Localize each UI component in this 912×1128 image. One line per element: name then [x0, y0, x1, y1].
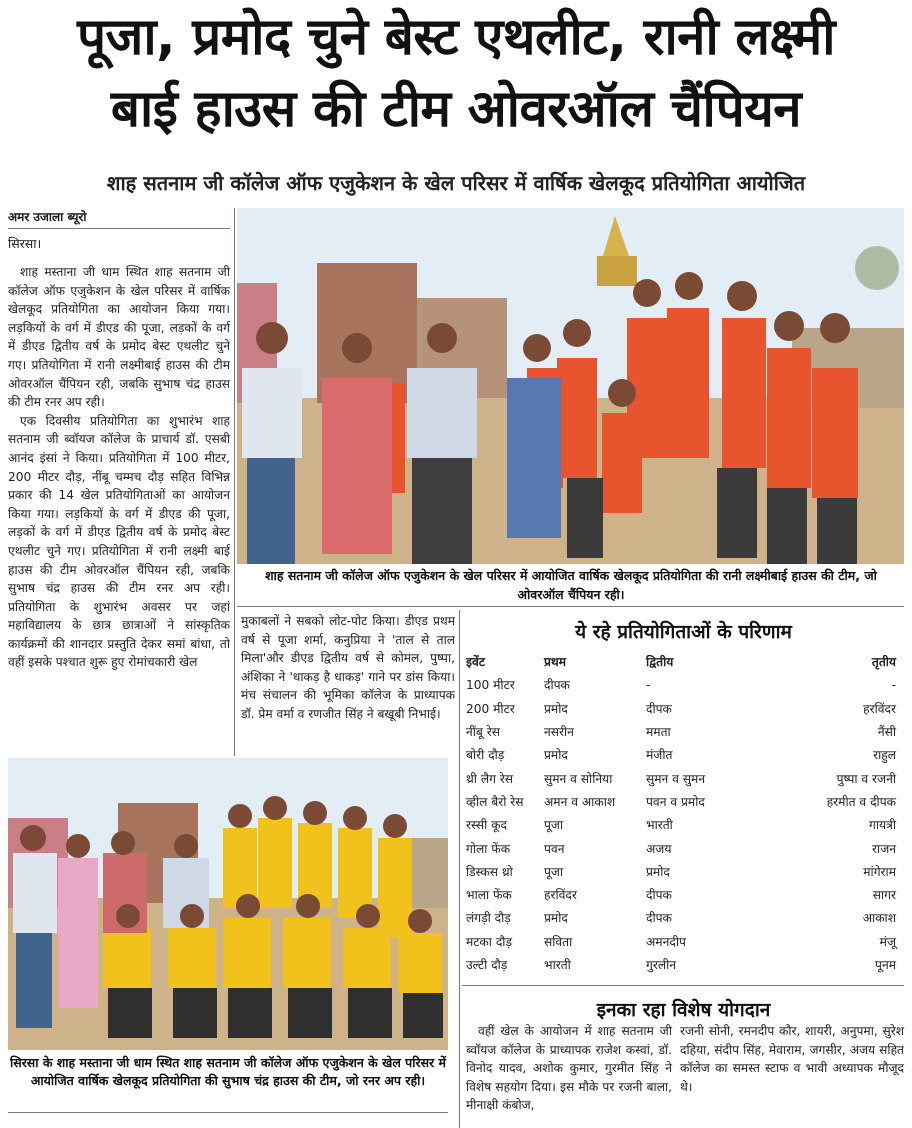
result-event: लंगड़ी दौड़: [466, 911, 511, 926]
result-first: प्रमोद: [544, 911, 568, 926]
header-first: प्रथम: [544, 655, 567, 670]
result-third: हरमीत व दीपक: [826, 794, 896, 809]
contribution-text-2: रजनी सोनी, रमनदीप कौर, शायरी, अनुपमा, सुरेश दहिया, संदीप सिंह, मेवाराम, जगसीर, अजय सहित कॉलेज का समस्त स्टाफ व भावी अध्यापक मौजूद थे।: [680, 1024, 904, 1094]
champion-team-illustration: [237, 208, 904, 564]
results-row: [466, 813, 896, 836]
article-middle-column: [241, 612, 455, 752]
runnerup-team-illustration: [8, 758, 448, 1050]
result-third: -: [891, 677, 896, 692]
result-second: दीपक: [646, 701, 672, 716]
photo-champion-team: [237, 208, 904, 564]
result-event: उल्टी दौड़: [466, 958, 508, 972]
result-third: आकाश: [862, 911, 896, 926]
results-row: [466, 883, 896, 906]
result-third: पूनम: [875, 958, 896, 972]
byline-rule: [8, 228, 230, 229]
results-bottom-rule: [462, 985, 904, 986]
result-second: भारती: [646, 818, 673, 833]
result-event: व्हील बैरो रेस: [466, 794, 524, 809]
result-second: सुमन व सुमन: [646, 771, 706, 786]
result-first: प्रमोद: [544, 748, 568, 763]
results-body: [466, 673, 896, 976]
result-third: गायत्री: [869, 818, 896, 833]
results-row: [466, 860, 896, 883]
article-paragraph-3: मुकाबलों ने सबको लोट-पोट किया। डीएड प्रथम वर्ष से पूजा शर्मा, कनुप्रिया ने 'ताल से ताल मिला'और डीएड द्वितीय वर्ष से कोमल, पुष्पा, अंशिका ने 'धाकड़ है धाकड़' गाने पर डांस किया। मंच संचालन की भूमिका कॉलेज के प्राध्यापक डॉ. प्रेम वर्मा व रणजीत सिंह ने बखूबी निभाई।: [241, 614, 455, 721]
result-event: 100 मीटर: [466, 678, 515, 693]
article-paragraph-2: एक दिवसीय प्रतियोगिता का शुभारंभ शाह सतनाम जी ब्वॉयज कॉलेज के प्राचार्य डॉ. एसबी आनंद इंसां ने किया। प्रतियोगिता में 100 मीटर, 200 मीटर दौड़, नींबू चम्मच दौड़ सहित विभिन्न प्रकार की 14 खेल प्रतियोगिताओं का आयोजन किया गया। लड़कियों के वर्ग में डीएड की पूजा, लड़कों के वर्ग में डीएड द्वितीय वर्ष के प्रमोद बेस्ट एथलीट चुने गए। प्रतियोगिता में रानी लक्ष्मी बाई हाउस की टीम ओवरऑल चैंपियन रही, जबकि सुभाष चंद्र हाउस की टीम रनर अप रही। प्रतियोगिता के शुभारंभ अवसर पर जहां महाविद्यालय के छात्र छात्राओं ने सांस्कृतिक कार्यक्रमों की शानदार प्रस्तुति देकर समां बांधा, तो वहीं इसके पश्चात शुरू हुए रोमांचकारी खेल: [8, 413, 230, 670]
result-event: थ्री लैग रेस: [466, 771, 514, 786]
result-third: हरविंदर: [863, 701, 896, 716]
result-second: दीपक: [646, 911, 672, 926]
subheadline: शाह सतनाम जी कॉलेज ऑफ एजुकेशन के खेल परिसर में वार्षिक खेलकूद प्रतियोगिता आयोजित: [106, 171, 806, 195]
results-row: [466, 836, 896, 859]
results-row: [466, 790, 896, 813]
headline-line-2: बाई हाउस की टीम ओवरऑल चैंपियन: [110, 80, 802, 139]
contribution-col-2: [680, 1022, 904, 1096]
result-third: पुष्पा व रजनी: [836, 771, 896, 786]
result-third: मांगेराम: [863, 864, 896, 879]
result-third: मंजू: [879, 934, 896, 949]
result-first: सुमन व सोनिया: [544, 771, 613, 786]
result-event: रस्सी कूद: [466, 818, 507, 833]
photo-runnerup-caption: सिरसा के शाह मस्ताना जी धाम स्थित शाह सतनाम जी कॉलेज ऑफ एजुकेशन के खेल परिसर में आयोजित वार्षिक खेलकूद प्रतियोगिता की सुभाष चंद्र हाउस की टीम, जो रनर अप रही।: [10, 1055, 446, 1088]
contribution-col-1: [466, 1022, 672, 1115]
results-row: [466, 697, 896, 720]
caption-rule: [237, 606, 904, 607]
result-event: भाला फेंक: [466, 888, 512, 903]
result-third: नैंसी: [877, 725, 896, 740]
results-row: [466, 930, 896, 953]
results-table-wrapper: [466, 650, 896, 976]
result-third: राजन: [872, 841, 896, 856]
result-first: भारती: [544, 958, 571, 972]
results-title: ये रहे प्रतियोगिताओं के परिणाम: [575, 621, 792, 643]
result-event: 200 मीटर: [466, 701, 515, 716]
result-first: सविता: [544, 934, 573, 949]
results-row: [466, 906, 896, 929]
results-header-row: [466, 650, 896, 673]
result-second: अमनदीप: [646, 934, 686, 949]
headline-line-1: पूजा, प्रमोद चुने बेस्ट एथलीट, रानी लक्ष्मी: [77, 8, 835, 67]
result-first: हरविंदर: [544, 888, 577, 903]
result-event: गोला फेंक: [466, 841, 511, 856]
result-second: पवन व प्रमोद: [646, 794, 705, 809]
result-first: प्रमोद: [544, 701, 568, 716]
result-second: प्रमोद: [646, 864, 670, 879]
results-row: [466, 953, 896, 976]
result-second: -: [646, 677, 651, 692]
results-row: [466, 766, 896, 789]
result-event: डिस्कस थ्रो: [466, 864, 513, 879]
result-third: सागर: [872, 888, 896, 903]
result-second: मंजीत: [646, 748, 673, 763]
result-first: नसरीन: [544, 725, 574, 740]
result-second: दीपक: [646, 888, 672, 903]
result-event: मटका दौड़: [466, 934, 512, 949]
photo-runnerup-team: [8, 758, 448, 1050]
header-third: तृतीय: [871, 655, 896, 670]
results-row: [466, 673, 896, 696]
photo-champion-caption: शाह सतनाम जी कॉलेज ऑफ एजुकेशन के खेल परिसर में आयोजित वार्षिक खेलकूद प्रतियोगिता की रानी लक्ष्मीबाई हाउस की टीम, जो ओवरऑल चैंपियन रही।: [265, 568, 877, 602]
article-paragraph-1: शाह मस्ताना जी धाम स्थित शाह सतनाम जी कॉलेज ऑफ एजुकेशन के खेल परिसर में वार्षिक खेलकूद प्रतियोगिता का आयोजन किया गया। लड़कियों के वर्ग में डीएड की पूजा, लड़कों के वर्ग में डीएड द्वितीय वर्ष के प्रमोद बेस्ट एथलीट चुने गए। प्रतियोगिता में रानी लक्ष्मीबाई हाउस की टीम ओवरऑल चैंपियन रही, जबकि सुभाष चंद्र हाउस की टीम रनर अप रही।: [8, 265, 230, 410]
result-third: राहुल: [873, 748, 896, 763]
column-divider: [234, 208, 235, 756]
header-event: इवेंट: [466, 655, 485, 670]
bottom-caption-rule: [8, 1112, 448, 1113]
contribution-title: इनका रहा विशेष योगदान: [596, 999, 771, 1021]
result-second: गुरलीन: [646, 958, 677, 972]
result-first: अमन व आकाश: [544, 794, 616, 809]
contribution-text-1: वहीं खेल के आयोजन में शाह सतनाम जी ब्वॉयज कॉलेज के प्राध्यापक राजेश कस्वां, डॉ. विनोद यादव, अशोक कुमार, गुरमीत सिंह ने विशेष सहयोग दिया। इस मौके पर रजनी बाला, मीनाक्षी कंबोज,: [466, 1024, 672, 1113]
results-divider: [459, 610, 460, 1128]
article-left-column: [8, 263, 230, 753]
results-row: [466, 720, 896, 743]
result-second: ममता: [646, 725, 671, 740]
result-second: अजय: [646, 841, 672, 856]
byline: अमर उजाला ब्यूरो: [8, 210, 87, 224]
result-first: दीपक: [544, 678, 570, 693]
result-event: बोरी दौड़: [466, 748, 505, 763]
results-table: [466, 650, 896, 976]
results-row: [466, 743, 896, 766]
header-second: द्वितीय: [646, 655, 674, 670]
dateline: सिरसा।: [8, 236, 42, 251]
result-first: पवन: [544, 841, 565, 856]
result-first: पूजा: [544, 864, 564, 879]
result-event: नींबू रेस: [466, 725, 500, 740]
result-first: पूजा: [544, 818, 564, 833]
